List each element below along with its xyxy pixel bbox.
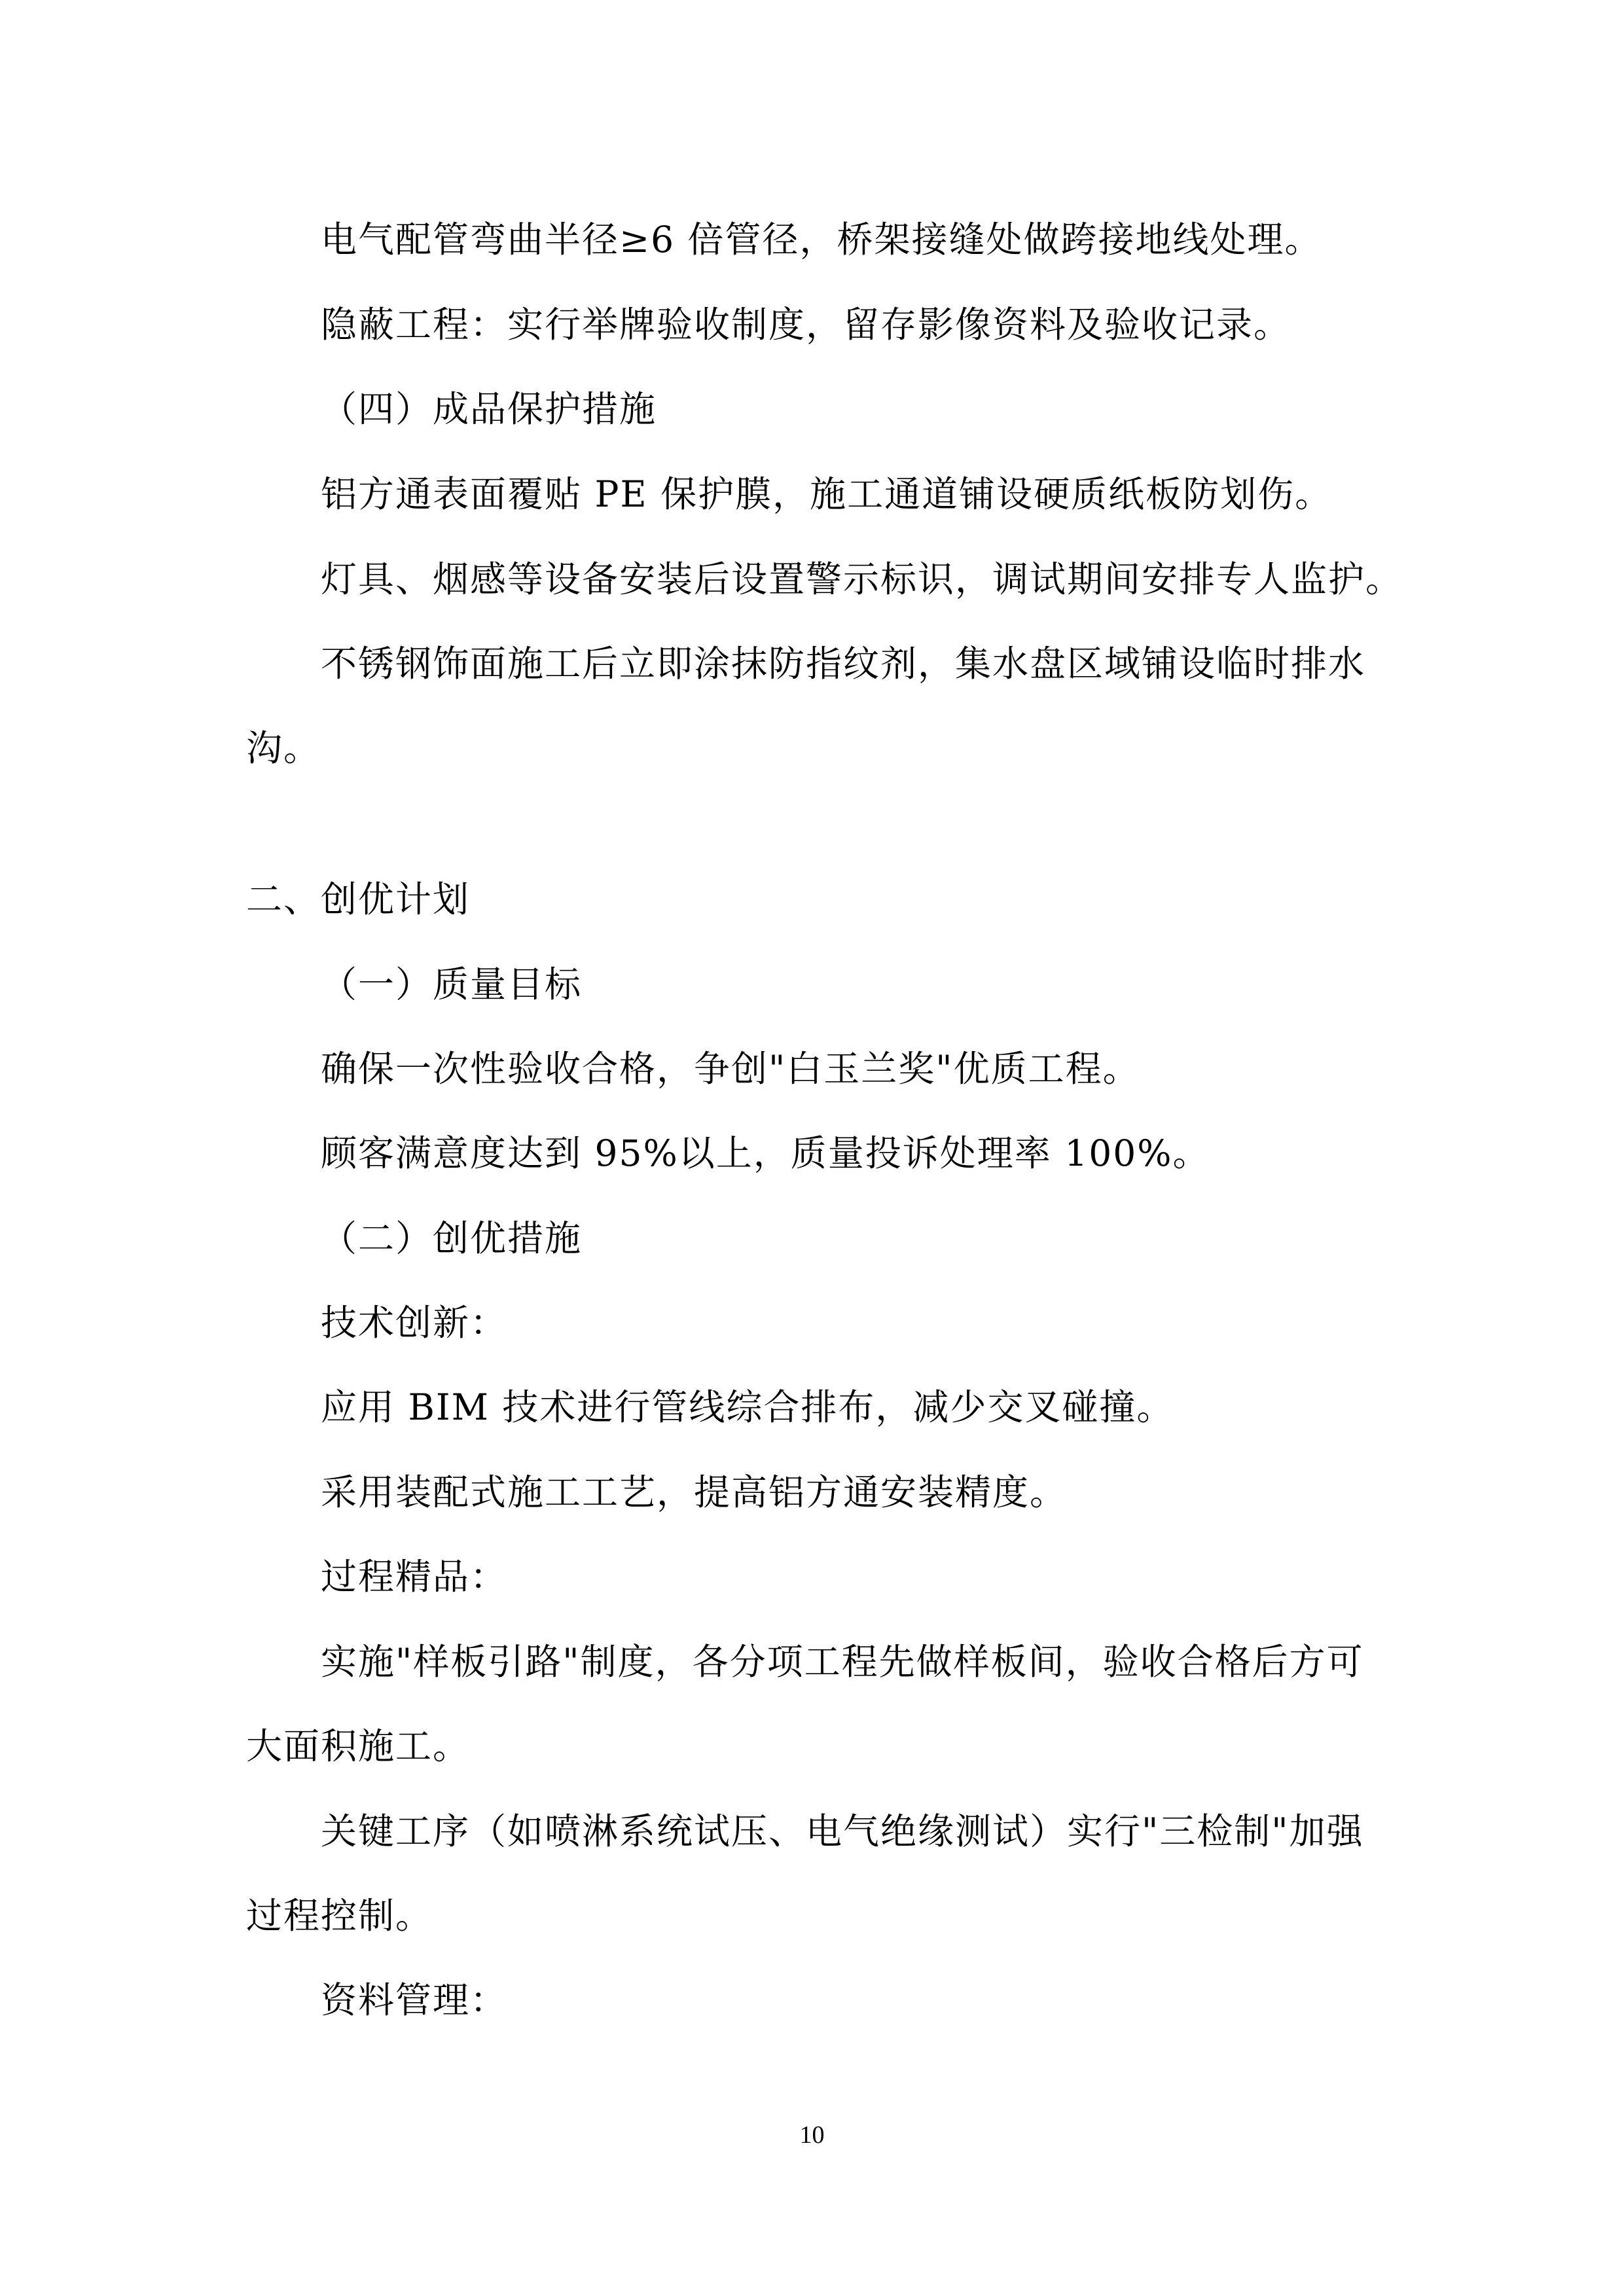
paragraph-line: 隐蔽工程：实行举牌验收制度，留存影像资料及验收记录。 — [321, 304, 1291, 346]
paragraph-line: 铝方通表面覆贴 PE 保护膜，施工通道铺设硬质纸板防划伤。 — [321, 473, 1333, 515]
paragraph-line: 关键工序（如喷淋系统试压、电气绝缘测试）实行"三检制"加强 — [321, 1810, 1364, 1852]
paragraph-line: 采用装配式施工工艺，提高铝方通安装精度。 — [321, 1471, 1068, 1513]
section-heading: （二）创优措施 — [321, 1217, 583, 1259]
page-number: 10 — [799, 2121, 825, 2149]
paragraph-line: 灯具、烟感等设备安装后设置警示标识，调试期间安排专人监护。 — [321, 558, 1403, 600]
paragraph-line: 应用 BIM 技术进行管线综合排布，减少交叉碰撞。 — [321, 1386, 1174, 1428]
paragraph-line: 确保一次性验收合格，争创"白玉兰奖"优质工程。 — [321, 1048, 1140, 1090]
paragraph-line: 电气配管弯曲半径≥6 倍管径，桥架接缝处做跨接地线处理。 — [321, 219, 1322, 260]
section-heading: （一）质量目标 — [321, 963, 583, 1005]
paragraph-line: 不锈钢饰面施工后立即涂抹防指纹剂，集水盘区域铺设临时排水 — [321, 643, 1366, 685]
paragraph-line: 实施"样板引路"制度，各分项工程先做样板间，验收合格后方可 — [321, 1641, 1364, 1683]
paragraph-line: 沟。 — [246, 727, 321, 769]
subheading: 技术创新： — [321, 1302, 508, 1344]
paragraph-line: 过程控制。 — [246, 1895, 433, 1937]
paragraph-line: 大面积施工。 — [246, 1725, 471, 1767]
subheading: 过程精品： — [321, 1556, 508, 1598]
chapter-heading: 二、创优计划 — [246, 878, 471, 920]
subheading: 资料管理： — [321, 1979, 508, 2021]
paragraph-line: 顾客满意度达到 95%以上，质量投诉处理率 100%。 — [321, 1132, 1210, 1174]
section-heading: （四）成品保护措施 — [321, 388, 657, 430]
